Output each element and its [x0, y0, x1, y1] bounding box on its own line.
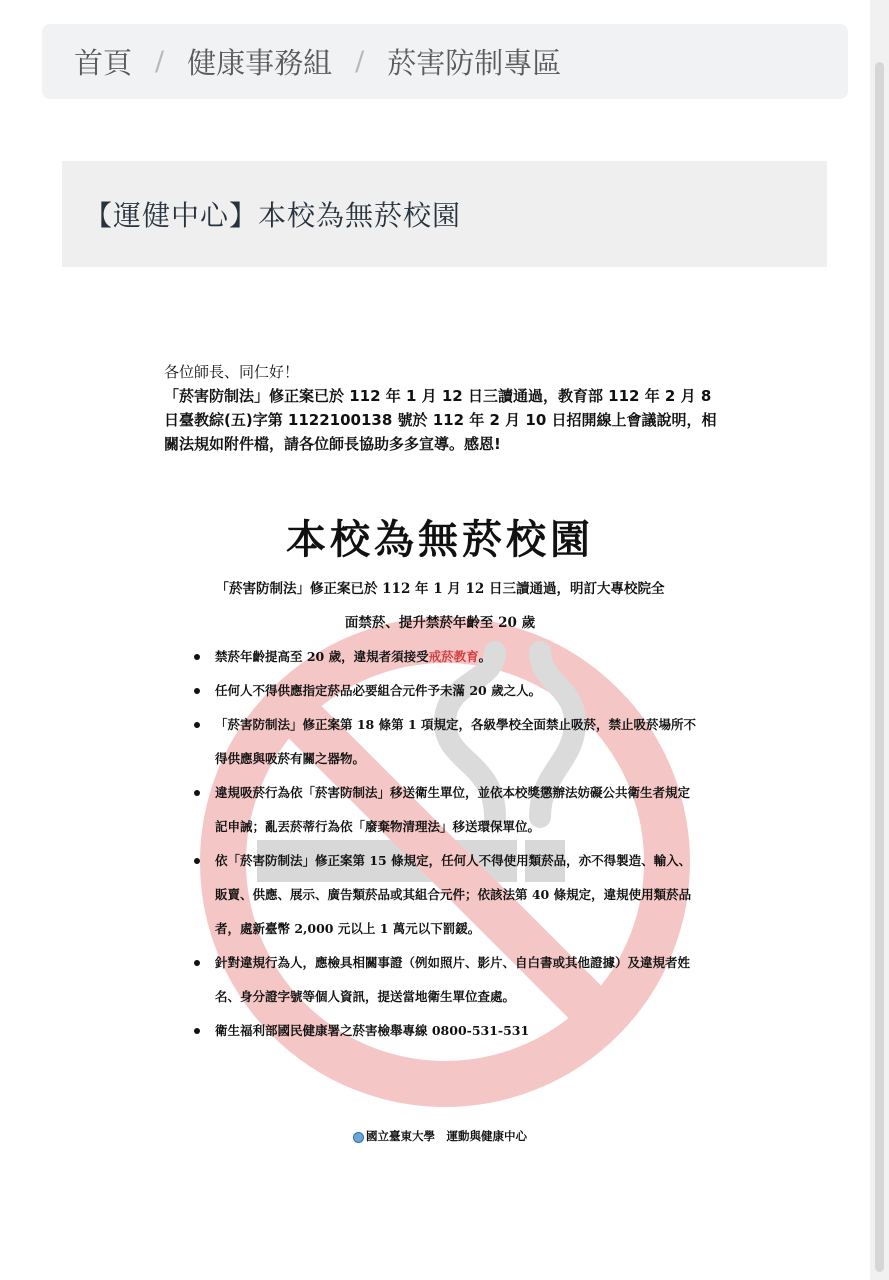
breadcrumb	[42, 24, 848, 99]
poster-rule: 任何人不得供應指定菸品必要組合元件予未滿 20 歲之人。	[190, 674, 700, 708]
announcement-text	[164, 360, 724, 456]
announcement-greeting: 各位師長、同仁好！	[164, 363, 300, 381]
page-title-box	[62, 161, 827, 267]
poster-rule-text: 。	[478, 649, 492, 664]
poster-subtitle-line-2: 面禁菸、提升禁菸年齡至 20 歲	[344, 615, 536, 631]
breadcrumb-section-link[interactable]: 健康事務組	[187, 46, 333, 80]
poster-subtitle-line-1: 「菸害防制法」修正案已於 112 年 1 月 12 日三讀通過，明訂大專校院全	[215, 581, 665, 597]
poster-rule: 「菸害防制法」修正案第 18 條第 1 項規定，各級學校全面禁止吸菸，禁止吸菸場所不得供應與吸菸有關之器物。	[190, 708, 700, 776]
poster-rule-text: 禁菸年齡提高至 20 歲，違規者須接受	[215, 649, 429, 664]
breadcrumb-separator: /	[355, 46, 365, 77]
poster-subtitle	[170, 572, 710, 640]
poster-rule: 違規吸菸行為依「菸害防制法」移送衛生單位，並依本校獎懲辦法妨礙公共衛生者規定記申誡；亂丟菸蒂行為依「廢棄物清理法」移送環保單位。	[190, 776, 700, 844]
breadcrumb-current: 菸害防制專區	[387, 46, 562, 80]
poster-footer-text: 國立臺東大學 運動與健康中心	[366, 1129, 527, 1143]
breadcrumb-separator: /	[155, 46, 165, 77]
poster-rule-highlight: 戒菸教育	[428, 649, 479, 664]
university-logo-icon	[353, 1132, 364, 1143]
poster-rule: 依「菸害防制法」修正案第 15 條規定，任何人不得使用類菸品，亦不得製造、輸入、販賣、供應、展示、廣告類菸品或其組合元件；依該法第 40 條規定，違規使用類菸品者，處新臺幣 2,000 元以上 1 萬元以下罰鍰。	[190, 844, 700, 946]
poster-rule	[190, 640, 700, 674]
breadcrumb-home-link[interactable]: 首頁	[74, 46, 133, 80]
page-title: 【運健中心】本校為無菸校園	[84, 199, 462, 232]
announcement-body: 「菸害防制法」修正案已於 112 年 1 月 12 日三讀通過，教育部 112 年 2 月 8 日臺教綜(五)字第 1122100138 號於 112 年 2 月 10 日招開線上會議說明，相關法規如附件檔，請各位師長協助多多宣導。感恩!	[164, 387, 717, 453]
poster-rule: 衛生福利部國民健康署之菸害檢舉專線 0800-531-531	[190, 1014, 700, 1048]
poster-title: 本校為無菸校園	[286, 516, 594, 563]
poster-rules-list	[190, 640, 700, 1048]
poster-footer	[160, 1128, 720, 1144]
poster-rule: 針對違規行為人，應檢具相關事證（例如照片、影片、自白書或其他證據）及違規者姓名、身分證字號等個人資訊，提送當地衛生單位查處。	[190, 946, 700, 1014]
scrollbar-thumb[interactable]	[875, 62, 884, 1272]
